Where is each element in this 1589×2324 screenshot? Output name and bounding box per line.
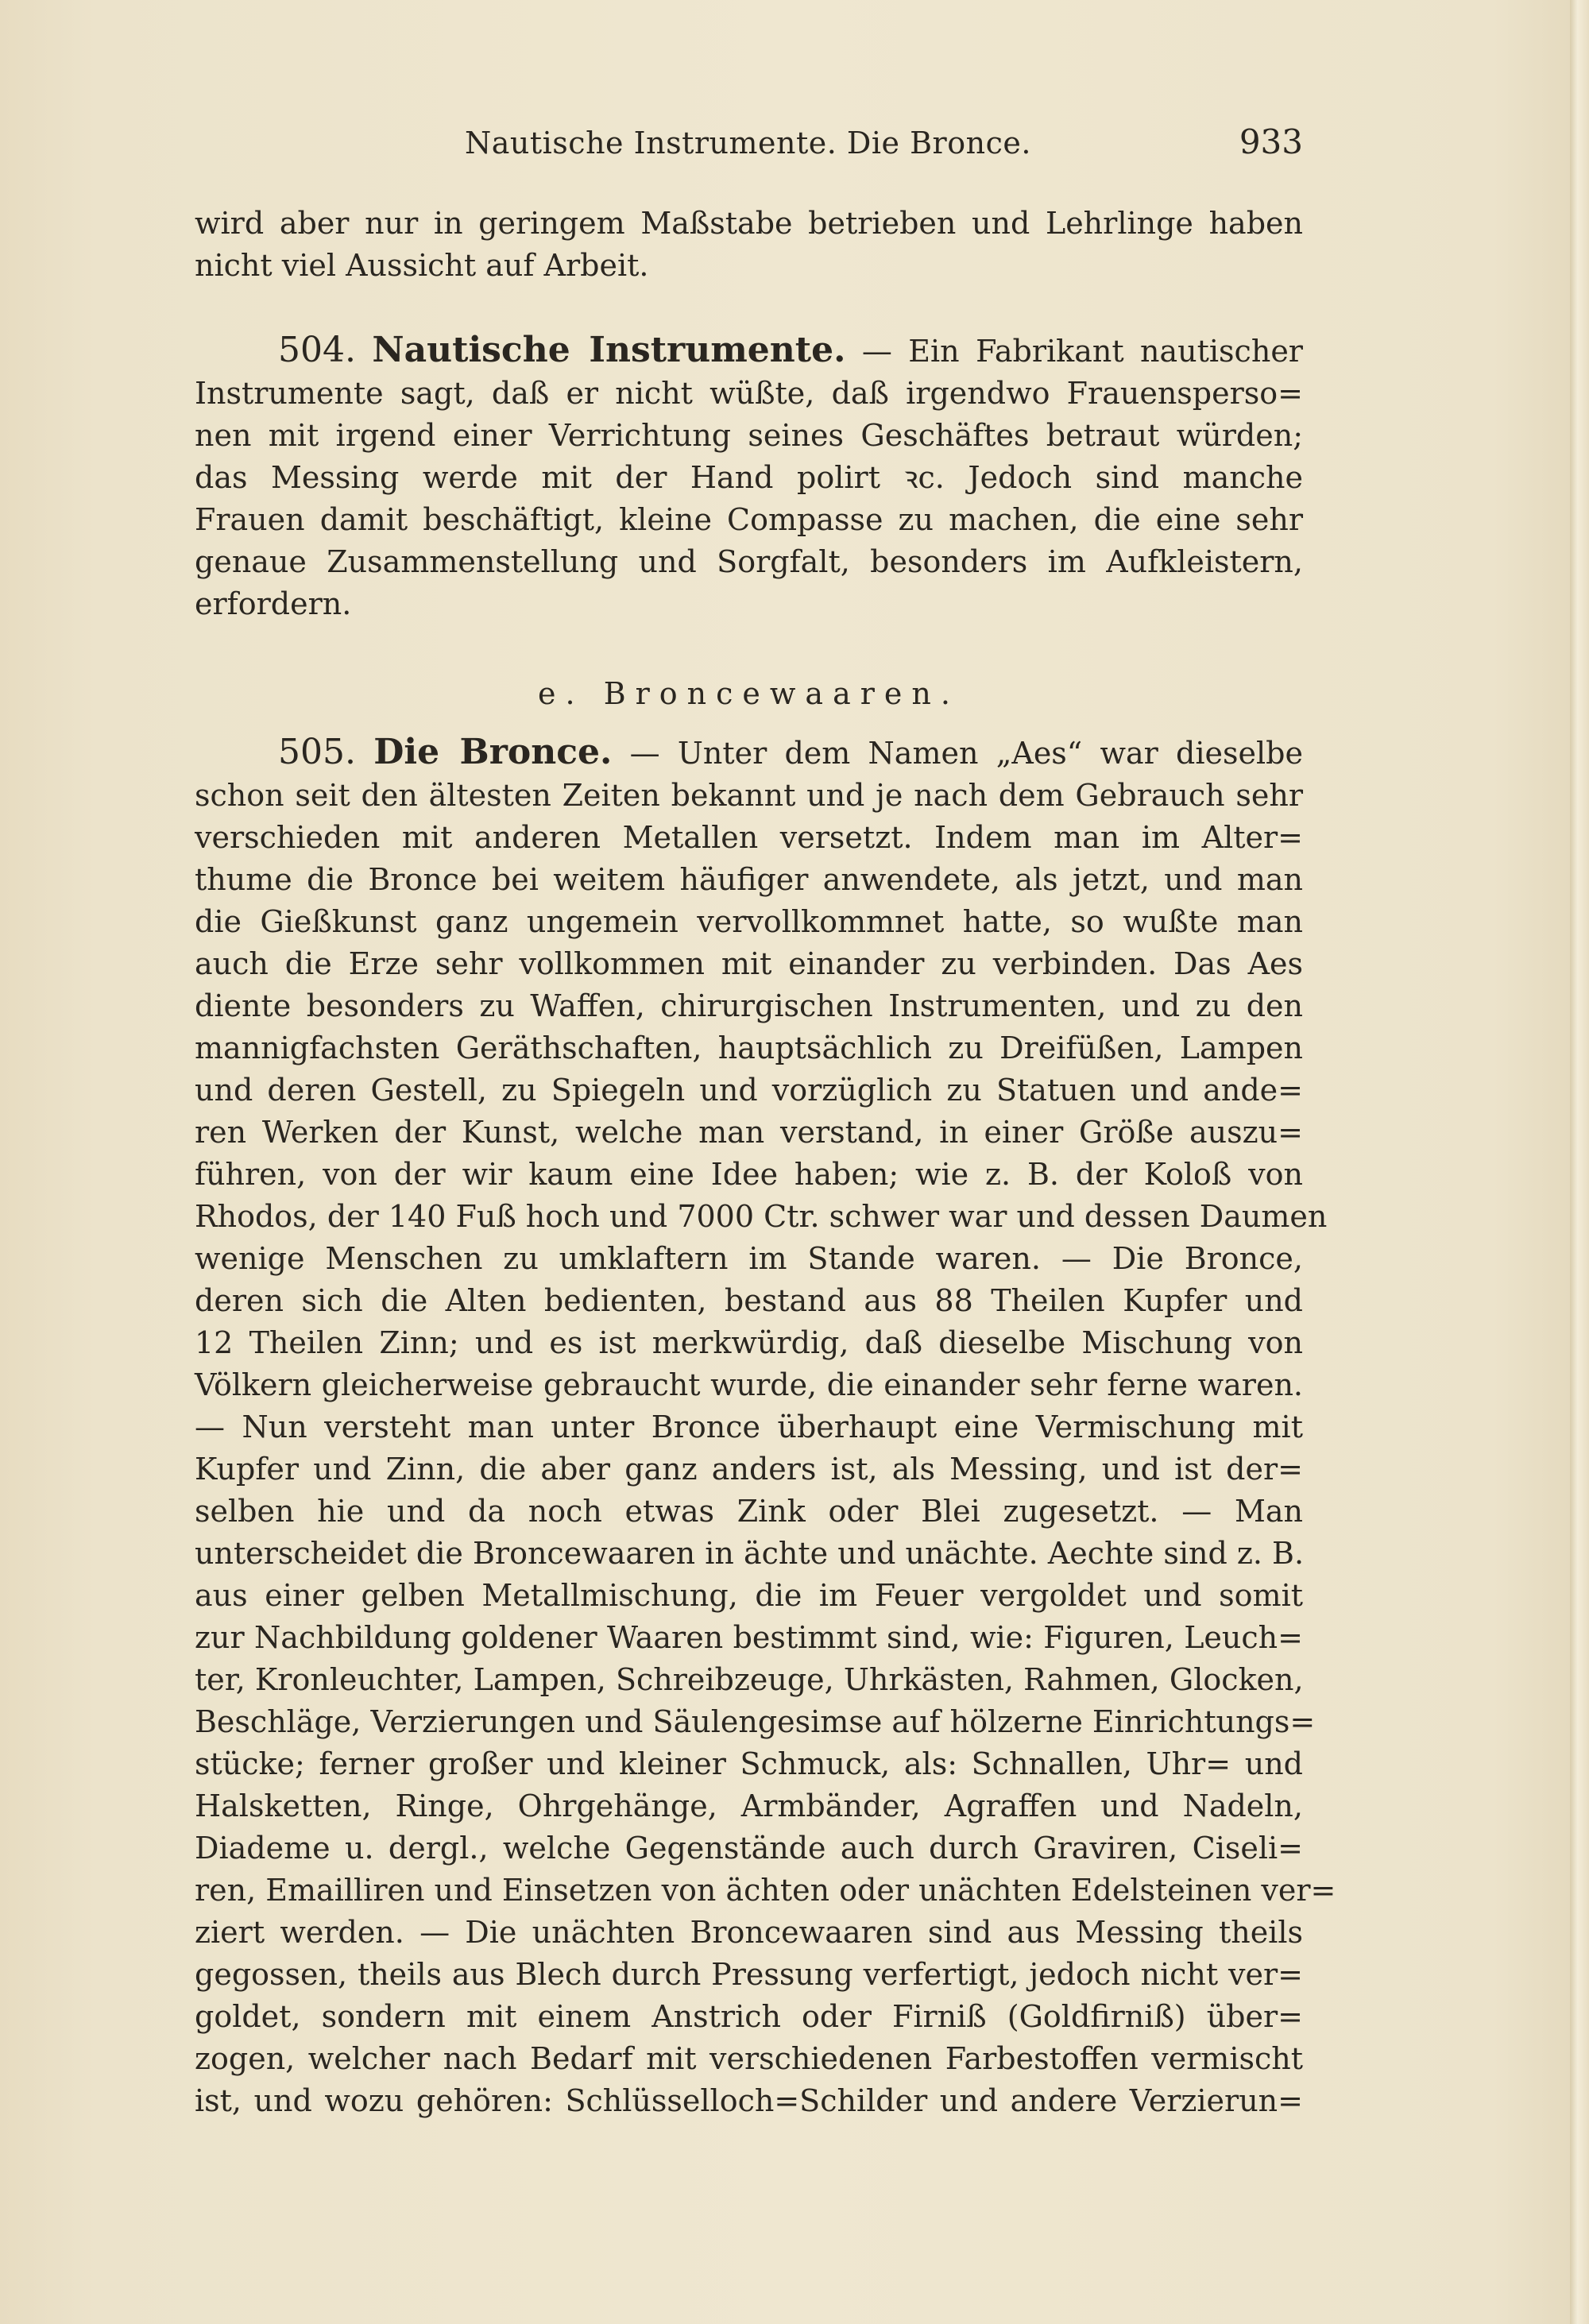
text-line: genaue Zusammenstellung und Sorgfalt, besonders im Aufkleistern, bbox=[195, 544, 1303, 579]
text-line: verschieden mit anderen Metallen versetzt. Indem man im Alter= bbox=[195, 820, 1303, 855]
text-line: und deren Gestell, zu Spiegeln und vorzüglich zu Statuen und ande= bbox=[195, 1073, 1303, 1108]
text-fragment: — Unter dem Namen „Aes“ war dieselbe bbox=[629, 736, 1303, 771]
text-fragment: — Ein Fabrikant nautischer bbox=[861, 334, 1303, 369]
text-line: stücke; ferner großer und kleiner Schmuck, als: Schnallen, Uhr= und bbox=[195, 1746, 1303, 1781]
text-line: aus einer gelben Metallmischung, die im Feuer vergoldet und somit bbox=[195, 1578, 1303, 1613]
text-line: ziert werden. — Die unächten Broncewaaren sind aus Messing theils bbox=[195, 1915, 1303, 1950]
section-504-first-line bbox=[195, 329, 1303, 373]
text-line: Beschläge, Verzierungen und Säulengesimse auf hölzerne Einrichtungs= bbox=[195, 1704, 1316, 1739]
text-line: führen, von der wir kaum eine Idee haben; wie z. B. der Koloß von bbox=[195, 1157, 1303, 1192]
text-line: diente besonders zu Waffen, chirurgischen Instrumenten, und zu den bbox=[195, 988, 1303, 1023]
text-line: 12 Theilen Zinn; und es ist merkwürdig, daß dieselbe Mischung von bbox=[195, 1325, 1303, 1360]
running-head: Nautische Instrumente. Die Bronce. bbox=[465, 126, 1031, 160]
text-line: Halsketten, Ringe, Ohrgehänge, Armbänder, Agraffen und Nadeln, bbox=[195, 1788, 1303, 1823]
text-line: Rhodos, der 140 Fuß hoch und 7000 Ctr. schwer war und dessen Daumen bbox=[195, 1199, 1328, 1234]
text-line: zogen, welcher nach Bedarf mit verschiedenen Farbestoffen vermischt bbox=[195, 2041, 1303, 2076]
text-line: die Gießkunst ganz ungemein vervollkommnet hatte, so wußte man bbox=[195, 904, 1303, 939]
text-line: ist, und wozu gehören: Schlüsselloch=Schilder und andere Verzierun= bbox=[195, 2083, 1303, 2118]
text-line: Völkern gleicherweise gebraucht wurde, die einander sehr ferne waren. bbox=[195, 1367, 1303, 1402]
section-number: 505. bbox=[278, 732, 356, 772]
text-line: Frauen damit beschäftigt, kleine Compasse zu machen, die eine sehr bbox=[195, 502, 1303, 537]
section-heading: Nautische Instrumente. bbox=[372, 330, 846, 370]
text-line: das Messing werde mit der Hand polirt ꝛc. Jedoch sind manche bbox=[195, 460, 1303, 495]
page-edge bbox=[1570, 0, 1589, 2324]
body-text bbox=[195, 203, 1336, 2122]
text-line: deren sich die Alten bedienten, bestand aus 88 Theilen Kupfer und bbox=[195, 1283, 1303, 1318]
text-line: nen mit irgend einer Verrichtung seines Geschäftes betraut würden; bbox=[195, 418, 1303, 453]
text-line: Kupfer und Zinn, die aber ganz anders ist, als Messing, und ist der= bbox=[195, 1452, 1303, 1487]
text-line: Diademe u. dergl., welche Gegenstände auch durch Graviren, Ciseli= bbox=[195, 1831, 1303, 1866]
page-number: 933 bbox=[1239, 122, 1303, 161]
text-line: ren Werken der Kunst, welche man verstand, in einer Größe auszu= bbox=[195, 1115, 1303, 1150]
text-line: nicht viel Aussicht auf Arbeit. bbox=[195, 248, 649, 283]
text-line: thume die Bronce bei weitem häufiger anwendete, als jetzt, und man bbox=[195, 862, 1303, 897]
text-line: goldet, sondern mit einem Anstrich oder Firniß (Goldfirniß) über= bbox=[195, 1999, 1303, 2034]
text-line: selben hie und da noch etwas Zink oder Blei zugesetzt. — Man bbox=[195, 1494, 1303, 1529]
section-heading: Die Bronce. bbox=[373, 732, 613, 772]
text-line: gegossen, theils aus Blech durch Pressung verfertigt, jedoch nicht ver= bbox=[195, 1957, 1303, 1992]
text-line: — Nun versteht man unter Bronce überhaupt eine Vermischung mit bbox=[195, 1409, 1303, 1444]
text-line: zur Nachbildung goldener Waaren bestimmt sind, wie: Figuren, Leuch= bbox=[195, 1620, 1303, 1655]
text-line: erfordern. bbox=[195, 586, 352, 621]
text-line: auch die Erze sehr vollkommen mit einander zu verbinden. Das Aes bbox=[195, 946, 1303, 981]
text-line: wird aber nur in geringem Maßstabe betrieben und Lehrlinge haben bbox=[195, 206, 1303, 241]
text-line: schon seit den ältesten Zeiten bekannt und je nach dem Gebrauch sehr bbox=[195, 778, 1303, 813]
text-line: ren, Emailliren und Einsetzen von ächten oder unächten Edelsteinen ver= bbox=[195, 1873, 1336, 1908]
text-line: mannigfachsten Geräthschaften, hauptsächlich zu Dreifüßen, Lampen bbox=[195, 1031, 1303, 1065]
subsection-title: e. Broncewaaren. bbox=[538, 676, 960, 711]
text-line: unterscheidet die Broncewaaren in ächte und unächte. Aechte sind z. B. bbox=[195, 1536, 1305, 1571]
text-line: Instrumente sagt, daß er nicht wüßte, daß irgendwo Frauensperso= bbox=[195, 376, 1303, 411]
section-number: 504. bbox=[278, 330, 356, 370]
section-505-first-line bbox=[195, 731, 1303, 775]
text-line: ter, Kronleuchter, Lampen, Schreibzeuge, Uhrkästen, Rahmen, Glocken, bbox=[195, 1662, 1304, 1697]
page-header bbox=[199, 122, 1303, 173]
text-line: wenige Menschen zu umklaftern im Stande waren. — Die Bronce, bbox=[195, 1241, 1303, 1276]
